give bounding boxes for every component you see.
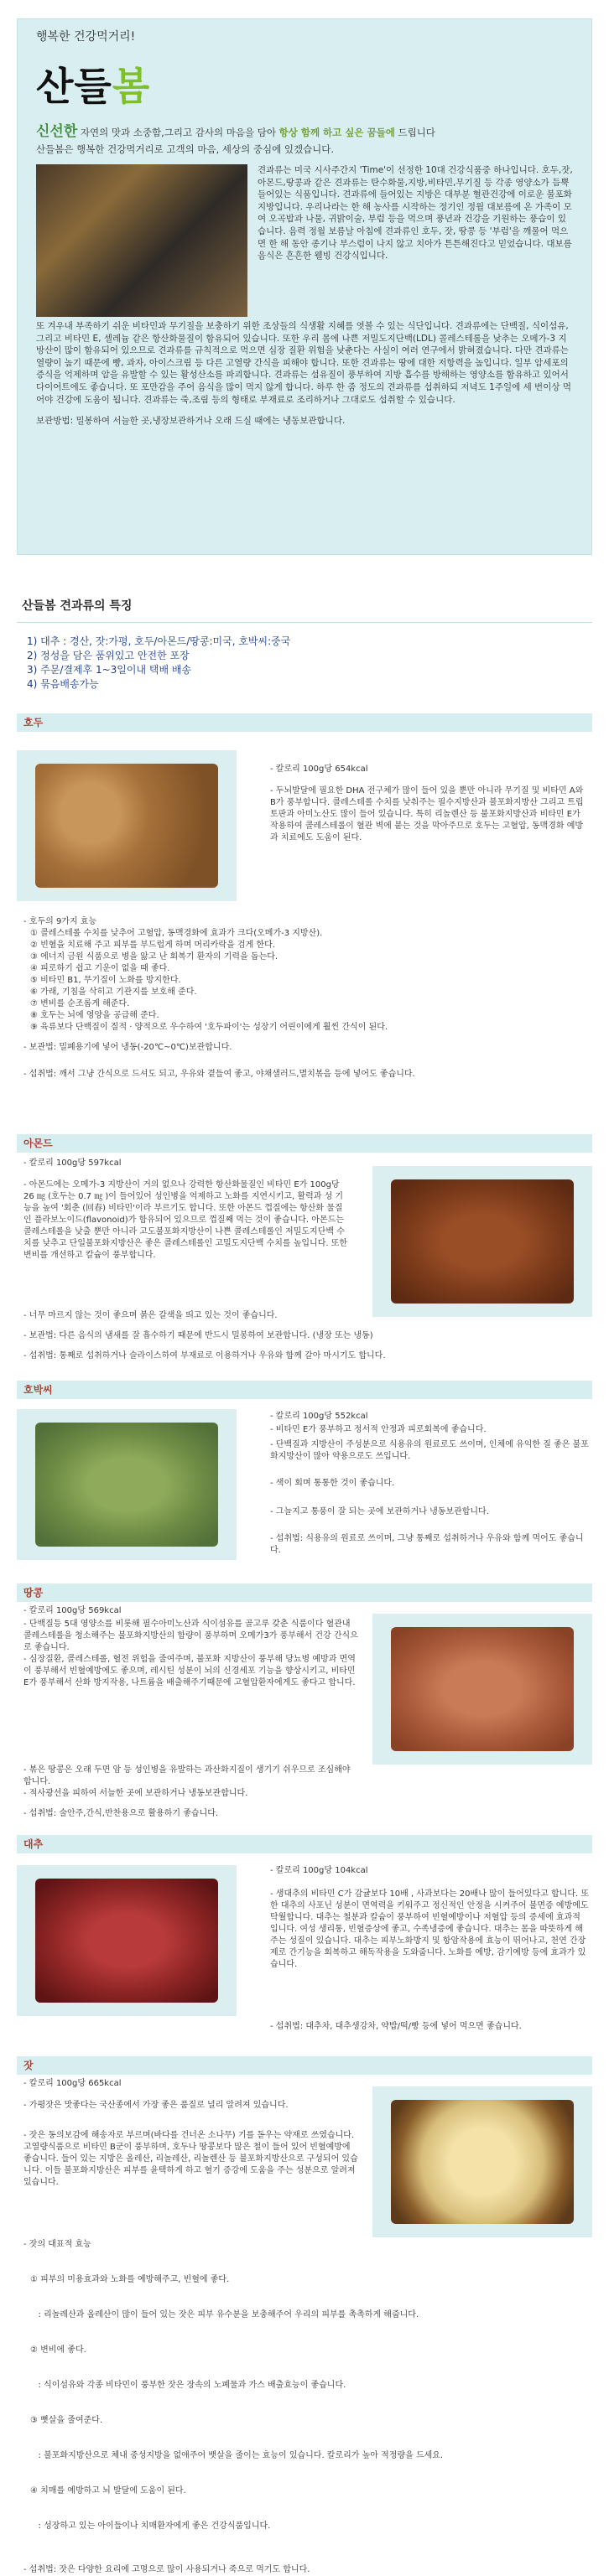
- intro-line1-end: 드립니다: [394, 127, 435, 138]
- walnut-image-frame: [17, 750, 237, 901]
- jujube-desc: - 생대추의 비타민 C가 감귤보다 10배 , 사과보다는 20배나 많이 들어있다고 합니다. 또한 대추의 사포닌 성분이 면역력을 키워주고 정신적인 안정을 시켜주어 불면증 예방에도 탁월합니다. 대추는 철분과 칼슘이 풍부하여 빈혈예방이나 저혈압 등의 증세에 효과적 입니다. 여성 생리통, 빈혈증상에 좋고, 수족냉증에 좋습니다. 대추는 몸을 따뜻하게 해주는 성질이 있습니다. 대추는 피부노화방지 및 항암작용에 효능이 뛰어나고, 천연 간장제로 간기능을 회복하고 해독작용을 도와줍니다. 노화를 예방, 감기예방 등에 효과가 있습니다.: [270, 1889, 590, 1969]
- pine-effect: ② 변비에 좋다.: [30, 2345, 86, 2355]
- intro-line2: 산들봄은 행복한 건강먹거리로 고객의 마음, 세상의 중심에 있겠습니다.: [36, 143, 335, 155]
- pine-desc2: - 잣은 동의보감에 해송자로 부르며(바다를 건너온 소나무) 기를 돋우는 약재로 쓰였습니다. 고열량식품으로 비타민 B군이 풍부하며, 호두나 땅콩보다 많은 철이 들어 있어 빈혈예방에 좋습니다. 들어 있는 지방은 올레산, 리놀레산, 리놀렌산 등 불포화지방산으로 구성되어 있습니다. 이들 불포화지방산은 피부를 윤택하게 하고 혈기 증강에 도움을 주는 성분으로 알려져 있습니다.: [23, 2131, 358, 2187]
- pine-image: [391, 2100, 574, 2224]
- walnut-effect: ⑥ 가래, 기침을 삭히고 기관지를 보호해 준다.: [30, 987, 197, 997]
- intro-line1: 자연의 맛과 소중함,그리고 감사의 마음을 담아: [77, 127, 279, 138]
- pine-effect: : 리놀레산과 올레산이 많이 들어 있는 잣은 피부 유수분을 보충해주어 우리의 피부를 촉촉하게 해줍니다.: [30, 2310, 419, 2319]
- logo-text-b: 봄: [112, 64, 151, 109]
- pine-effect: ④ 치매를 예방하고 뇌 발달에 도움이 된다.: [30, 2486, 186, 2496]
- walnut-desc: - 두뇌발달에 필요한 DHA 전구체가 많이 들어 있을 뿐만 아니라 무기질 및 비타민 A와 B가 풍부합니다. 콜레스테롤 수치를 낮춰주는 필수지방산과 불포화지방산 그리고 트립토판과 아미노산도 많이 들어 있습니다. 특히 리놀렌산 등 불포화지방산과 비타민 E가 작용하여 콜레스테롤이 혈관 벽에 붙는 것을 막아주므로 호두는 고혈압, 동맥경화 예방과 치료에도 도움이 된다.: [270, 786, 584, 842]
- pumpkin-image-frame: [17, 1409, 237, 1560]
- pumpkin-calories: - 칼로리 100g당 552kcal: [270, 1412, 368, 1421]
- desc-row: [36, 164, 573, 317]
- brand-logo: [36, 56, 573, 111]
- almond-section: [17, 1153, 592, 1362]
- almond-header: 아몬드: [17, 1134, 592, 1153]
- jujube-header: 대추: [17, 1835, 592, 1853]
- desc-storage: 보관방법: 밀봉하여 서늘한 곳,냉장보관하거나 오래 드실 때에는 냉동보관합니다.: [36, 416, 346, 427]
- peanut-note: - 볶은 땅콩은 오래 두면 암 등 성인병을 유발하는 과산화지질이 생기기 쉬우므로 조심해야 합니다. - 적사광선을 피하여 서늘한 곳에 보관하거나 냉동보관합니다.: [23, 1765, 351, 1798]
- peanut-desc: - 단백질등 5대 영양소를 비롯해 필수아미노산과 식이섬유를 골고루 갖춘 식품이다 혈관내 콜레스테롤을 청소해주는 불포화지방산의 함량이 풍부하며 오메가3가 풍부해서 건강 간식으로 좋습니다. - 심장질환, 콜레스테롤, 혈전 위험을 줄여주며, 불포화 지방산이 풍부해 당뇨병 예방과 면역이 풍부해서 빈혈예방에도 좋으며, 레시틴 성분이 뇌의 신경세포 기능을 향상시키고, 비타민E가 풍부해서 산화 방지작용, 나트륨을 배출해주기때문에 고혈압환자에게도 좋다고 합니다.: [23, 1620, 358, 1687]
- walnut-storage: - 보관법: 밀폐용기에 넣어 냉동(-20℃~0℃)보관합니다.: [23, 1043, 232, 1052]
- peanut-header: 땅콩: [17, 1583, 592, 1602]
- pumpkin-note: - 색이 회며 통통한 것이 좋습니다.: [270, 1479, 395, 1488]
- jujube-image: [35, 1879, 218, 2003]
- walnut-effect: ② 빈혈을 치료해 주고 피부를 부드럽게 하며 머리카락을 검게 한다.: [30, 941, 275, 950]
- pine-calories: - 칼로리 100g당 665kcal: [23, 2079, 122, 2088]
- nuts-photo: [36, 164, 247, 317]
- page: [0, 18, 609, 2574]
- pine-effect: ① 피부의 미용효과와 노화를 예방해주고, 빈혈에 좋다.: [30, 2275, 230, 2284]
- feature-item: 1) 대추 : 경산, 잣:가평, 호두/아몬드/땅콩:미국, 호박씨:중국: [27, 635, 291, 647]
- feature-item: 2) 정성을 담은 품위있고 안전한 포장: [27, 650, 190, 661]
- almond-desc: - 아몬드에는 오메가-3 지방산이 거의 없으나 강력한 항산화물질인 비타민 E가 100g당 26 ㎎ (호두는 0.7 ㎎ )이 들어있어 성인병을 억제하고 노화를 지연시키고, 활력과 성 기능을 높여 '회춘 (回春) 비타민'이라 부르기도 합니다. 또한 아몬드 껍질에는 항산화 물질인 플라보노이드(flavonoid)가 함유되어 있으므로 껍질째 먹는 것이 좋습니다. 아몬드는 콜레스테롤을 낮출 뿐만 아니라 고도불포화지방산이 나쁜 콜레스테롤인 저밀도지단백 수치를 낮추고 단일불포화지방산은 좋은 콜레스테롤인 고밀도지단백 수치를 높입니다. 또한 변비를 개선하고 칼슘이 풍부합니다.: [23, 1180, 348, 1260]
- pine-effect: : 성장하고 있는 아이들이나 치매환자에게 좋은 건강식품입니다.: [30, 2522, 271, 2531]
- pumpkin-header: 호박씨: [17, 1381, 592, 1399]
- walnut-header: 호두: [17, 713, 592, 732]
- feature-item: 3) 주문/결제후 1~3일이내 택배 배송: [27, 664, 192, 676]
- jujube-calories: - 칼로리 100g당 104kcal: [270, 1866, 368, 1875]
- features: [17, 597, 592, 692]
- walnut-effect: ⑤ 비타민 B1, 무기질이 노화를 방지한다.: [30, 976, 181, 985]
- pine-effect: : 불포화지방산으로 체내 중성지방을 없애주어 뱃살을 줄이는 효능이 있습니다. 칼로리가 높아 적정량을 드세요.: [30, 2451, 444, 2460]
- walnut-effect: ⑨ 육류보다 단백질이 질적 · 양적으로 우수하여 '호두파이'는 성장기 어린이에게 훨씬 간식이 된다.: [30, 1023, 388, 1032]
- almond-image-frame: [372, 1166, 592, 1317]
- intro-brand: 신선한: [36, 123, 78, 140]
- walnut-effect: ⑦ 변비를 순조롭게 해준다.: [30, 999, 130, 1008]
- pumpkin-desc2: - 단백질과 지방산이 주성분으로 식용유의 원료로도 쓰이며, 인체에 유익한 질 좋은 불포화지방산이 많아 약용으로도 쓰입니다.: [270, 1440, 589, 1461]
- logo-text-a: 산들: [36, 64, 112, 109]
- pumpkin-intake: - 섭취법: 식용유의 원료로 쓰이며, 그냥 통째로 섭취하거나 우유와 함께 먹어도 좋습니다.: [270, 1534, 584, 1555]
- feature-item: 4) 묶음배송가능: [27, 678, 99, 690]
- intro-box: [17, 18, 592, 555]
- pine-intake: - 섭취법: 잣은 다양한 요리에 고명으로 많이 사용되거나 죽으로 먹기도 합니다.: [23, 2565, 310, 2574]
- almond-storage: - 보관법: 다른 음식의 냄새를 잘 흡수하기 때문에 반드시 밀봉하여 보관합니다. (냉장 또는 냉동): [23, 1331, 373, 1340]
- almond-intake: - 섭취법: 통째로 섭취하거나 슬라이스하여 부재료로 이용하거나 우유와 함께 갈아 마시기도 합니다.: [23, 1351, 386, 1361]
- pine-effect: ③ 뼛살을 줄여준다.: [30, 2416, 103, 2425]
- walnut-effects: [23, 916, 586, 1081]
- walnut-image: [35, 764, 218, 888]
- pumpkin-section: [17, 1399, 592, 1583]
- walnut-section: [17, 732, 592, 1134]
- intro-highlight: 항상 함께 하고 싶은 꿈들에: [278, 127, 395, 138]
- jujube-section: [17, 1853, 592, 2056]
- pine-effects: [23, 2239, 586, 2576]
- jujube-intake: - 섭취법: 대추차, 대추생강차, 약밥/떡/빵 등에 넣어 먹으면 좋습니다.: [270, 2022, 522, 2031]
- pine-effects-title: - 잣의 대표적 효능: [23, 2240, 91, 2249]
- jujube-image-frame: [17, 1865, 237, 2016]
- walnut-effect: ④ 피로하기 쉽고 기운이 없을 때 좋다.: [30, 964, 170, 973]
- desc-side: 견과류는 미국 시사주간지 'Time'이 선정한 10대 건강식품중 하나입니다. 호두,잣,아몬드,땅콩과 같은 견과류는 탄수화물,지방,비타민,무기질 등 각종 영양소가 듬뿍 들어있는 식품입니다. 견과류에 들어있는 지방은 대부분 혈관건강에 이로운 불포화지방입니다. 우리나라는 한 해 농사를 시작하는 정기인 정월 대보름에 온 가족이 모여 오곡밥과 나물, 귀밝이술, 부럼 등을 먹으며 풍년과 건강을 기원하는 풍습이 있습니다. 음력 정월 보름날 아침에 견과류인 호두, 잣, 땅콩 등 '부럼'을 깨물어 먹으면 한 해 동안 종기나 부스럼이 나지 않고 치아가 튼튼해진다고 믿었습니다. 대보름 음식은 흔흔한 웰빙 건강식입니다.: [258, 165, 573, 262]
- almond-note: - 너무 마르지 않는 것이 좋으며 붉은 갈색을 띄고 있는 것이 좋습니다.: [23, 1311, 278, 1320]
- pine-effect: : 식이섬유와 각종 비타민이 풍부한 잣은 장속의 노폐물과 가스 배출효능이 좋습니다.: [30, 2381, 346, 2390]
- pine-image-frame: [372, 2086, 592, 2237]
- tagline: 행복한 건강먹거리!: [36, 30, 136, 44]
- peanut-section: [17, 1602, 592, 1835]
- peanut-calories: - 칼로리 100g당 569kcal: [23, 1606, 122, 1615]
- pumpkin-image: [35, 1423, 218, 1547]
- features-title: 산들봄 견과류의 특징: [17, 597, 592, 623]
- almond-calories: - 칼로리 100g당 597kcal: [23, 1158, 122, 1168]
- peanut-image: [391, 1627, 574, 1751]
- features-list: [27, 635, 582, 692]
- pine-section: [17, 2075, 592, 2574]
- intro-text: [36, 123, 573, 158]
- almond-image: [391, 1179, 574, 1304]
- walnut-intake: - 섭취법: 깨서 그냥 간식으로 드셔도 되고, 우유와 곁들여 좋고, 야채샐러드,멸치볶음 등에 넣어도 좋습니다.: [23, 1070, 415, 1079]
- pine-header: 잣: [17, 2056, 592, 2075]
- walnut-effect: ⑧ 호두는 뇌에 영양을 공급해 준다.: [30, 1011, 159, 1020]
- walnut-effects-title: - 호두의 9가지 효능: [23, 917, 97, 926]
- pumpkin-desc1: - 비타민 E가 풍부하고 정서적 안정과 피로회복에 좋습니다.: [270, 1425, 487, 1434]
- desc-full: 또 겨우내 부족하기 쉬운 비타민과 무기질을 보충하기 위한 조상들의 식생활 지혜를 엿볼 수 있는 식단입니다. 견과류에는 단백질, 식이섬유, 그리고 비타민 E, 셀레늄 같은 항산화물질이 함유되어 있습니다. 또한 우리 몸에 나쁜 저밀도지단백(LDL) 콜레스테롤을 낮추는 오메가-3 지방산이 많이 함유되어 있으므로 견과류를 규칙적으로 먹으면 심장 질환 위험을 낮춘다는 사실이 여러 연구에서 밝혀졌습니다. 다만 견과류는 열량이 높기 때문에 빵, 과자, 아이스크림 등 다른 고열량 간식을 피해야 합니다. 또한 견과류는 땅에 대한 저항력을 높입니다. 일부 암세포의 증식을 억제하며 암을 유발할 수 있는 활성산소를 파괴합니다. 견과류는 섬유질이 풍부하여 지방 흡수를 방해하는 영양소를 함유하고 있어서 다이어트에도 좋습니다. 또 포만감을 주어 음식을 많이 먹지 않게 합니다. 하루 한 줌 정도의 견과류를 섭취하되 저녁도 1주일에 세 번이상 먹어야 건강에 도움이 됩니다. 견과류는 죽,조림 등의 형태로 부재료로 조리하거나 그대로도 섭취할 수 있습니다.: [36, 321, 571, 405]
- walnut-effect: ① 콜레스테롤 수치를 낮추어 고혈압, 동맥경화에 효과가 크다(오메가-3 지방산).: [30, 929, 323, 938]
- peanut-image-frame: [372, 1614, 592, 1765]
- peanut-intake: - 섭취법: 술안주,간식,반찬용으로 활용하기 좋습니다.: [23, 1809, 219, 1818]
- walnut-calories: - 칼로리 100g당 654kcal: [270, 765, 368, 774]
- walnut-effect: ③ 에너지 금원 식품으로 병을 앓고 난 회복기 환자의 기력을 돕는다.: [30, 952, 278, 961]
- pumpkin-storage: - 그늘지고 통풍이 잘 되는 곳에 보관하거나 냉동보관합니다.: [270, 1507, 489, 1516]
- pine-desc1: - 가평잣은 맛좋다는 국산종에서 가장 좋은 품질로 널리 알려져 있습니다.: [23, 2101, 289, 2110]
